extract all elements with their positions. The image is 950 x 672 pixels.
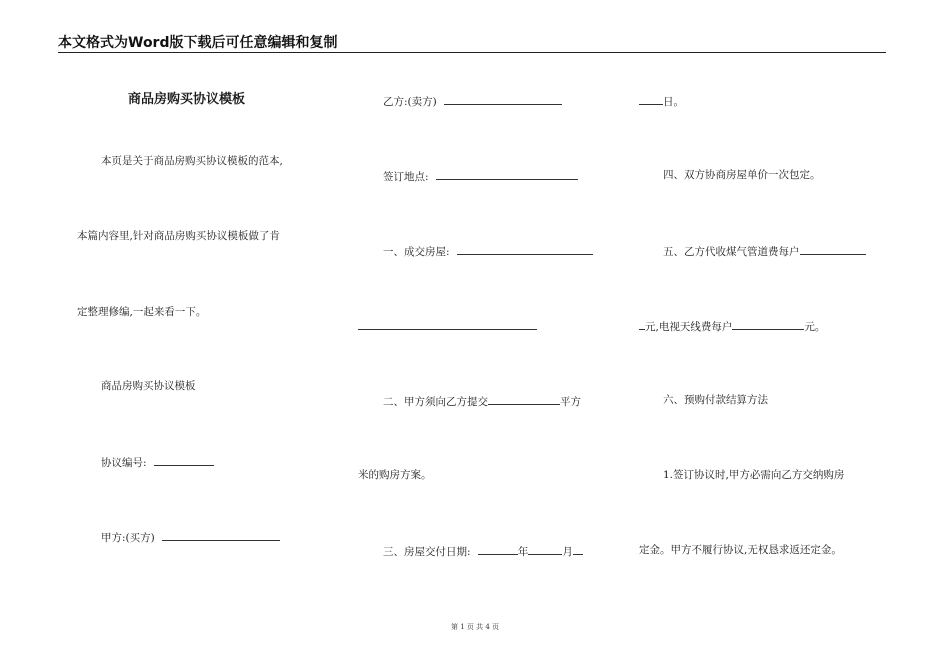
column-1 <box>0 0 320 672</box>
item-5-cont-a: 元,电视天线费每户 <box>645 321 733 333</box>
sign-place-label: 签订地点: <box>383 171 429 183</box>
item-1-continuation-blank <box>358 318 537 330</box>
day-label: 日。 <box>663 96 684 108</box>
day-blank <box>573 543 583 555</box>
party-b-label: 乙方:(卖方) <box>383 96 437 108</box>
item-1-blank <box>457 243 593 255</box>
gas-fee-blank <box>800 243 866 255</box>
item-6: 六、预购付款结算方法 <box>663 394 768 406</box>
section-subtitle: 商品房购买协议模板 <box>101 380 196 392</box>
page-footer: 第 1 页 共 4 页 <box>450 623 500 631</box>
month-label: 月 <box>562 546 573 558</box>
day-continuation-blank <box>639 93 663 105</box>
item-3-row <box>383 543 583 559</box>
year-label: 年 <box>517 546 529 558</box>
item-2-row <box>383 393 581 409</box>
contract-number-label: 协议编号: <box>101 457 147 469</box>
intro-line-2: 本篇内容里,针对商品房购买协议模板做了肯 <box>77 230 280 242</box>
sign-place-row <box>383 168 578 184</box>
item-2-suffix: 平方 <box>560 396 581 408</box>
item-5-continuation-row <box>639 318 825 334</box>
item-3-label: 三、房屋交付日期: <box>383 546 471 558</box>
column-2 <box>350 0 620 672</box>
intro-line-3: 定整理修编,一起来看一下。 <box>77 306 207 318</box>
item-2-continuation: 米的购房方案。 <box>358 469 432 481</box>
item-2-prefix: 二、甲方须向乙方提交 <box>383 396 488 408</box>
item-5-label: 五、乙方代收煤气管道费每户 <box>663 246 800 258</box>
party-a-blank <box>162 529 280 541</box>
item-1-continuation-row <box>358 318 537 334</box>
document-header: 本文格式为Word版下载后可任意编辑和复制 <box>58 34 886 53</box>
party-b-row <box>383 93 562 109</box>
antenna-fee-blank <box>732 318 804 330</box>
document-title: 商品房购买协议模板 <box>128 92 246 107</box>
column-3 <box>630 0 900 672</box>
party-b-blank <box>444 93 562 105</box>
item-1-label: 一、成交房屋: <box>383 246 450 258</box>
contract-number-blank <box>154 454 214 466</box>
month-blank <box>528 543 562 555</box>
item-5-cont-b: 元。 <box>804 321 826 333</box>
day-row <box>639 93 684 109</box>
item-5-row <box>663 243 866 259</box>
contract-number-row <box>101 454 214 470</box>
item-6-1: 1.签订协议时,甲方必需向乙方交纳购房 <box>663 469 845 481</box>
year-blank <box>478 543 518 555</box>
sign-place-blank <box>436 168 578 180</box>
party-a-row <box>101 529 280 545</box>
item-2-area-blank <box>488 393 560 405</box>
item-4: 四、双方协商房屋单价一次包定。 <box>663 169 821 181</box>
item-1-row <box>383 243 593 259</box>
item-6-2: 定金。甲方不履行协议,无权恳求返还定金。 <box>639 544 842 556</box>
party-a-label: 甲方:(买方) <box>101 532 155 544</box>
intro-line-1: 本页是关于商品房购买协议模板的范本, <box>101 155 283 167</box>
